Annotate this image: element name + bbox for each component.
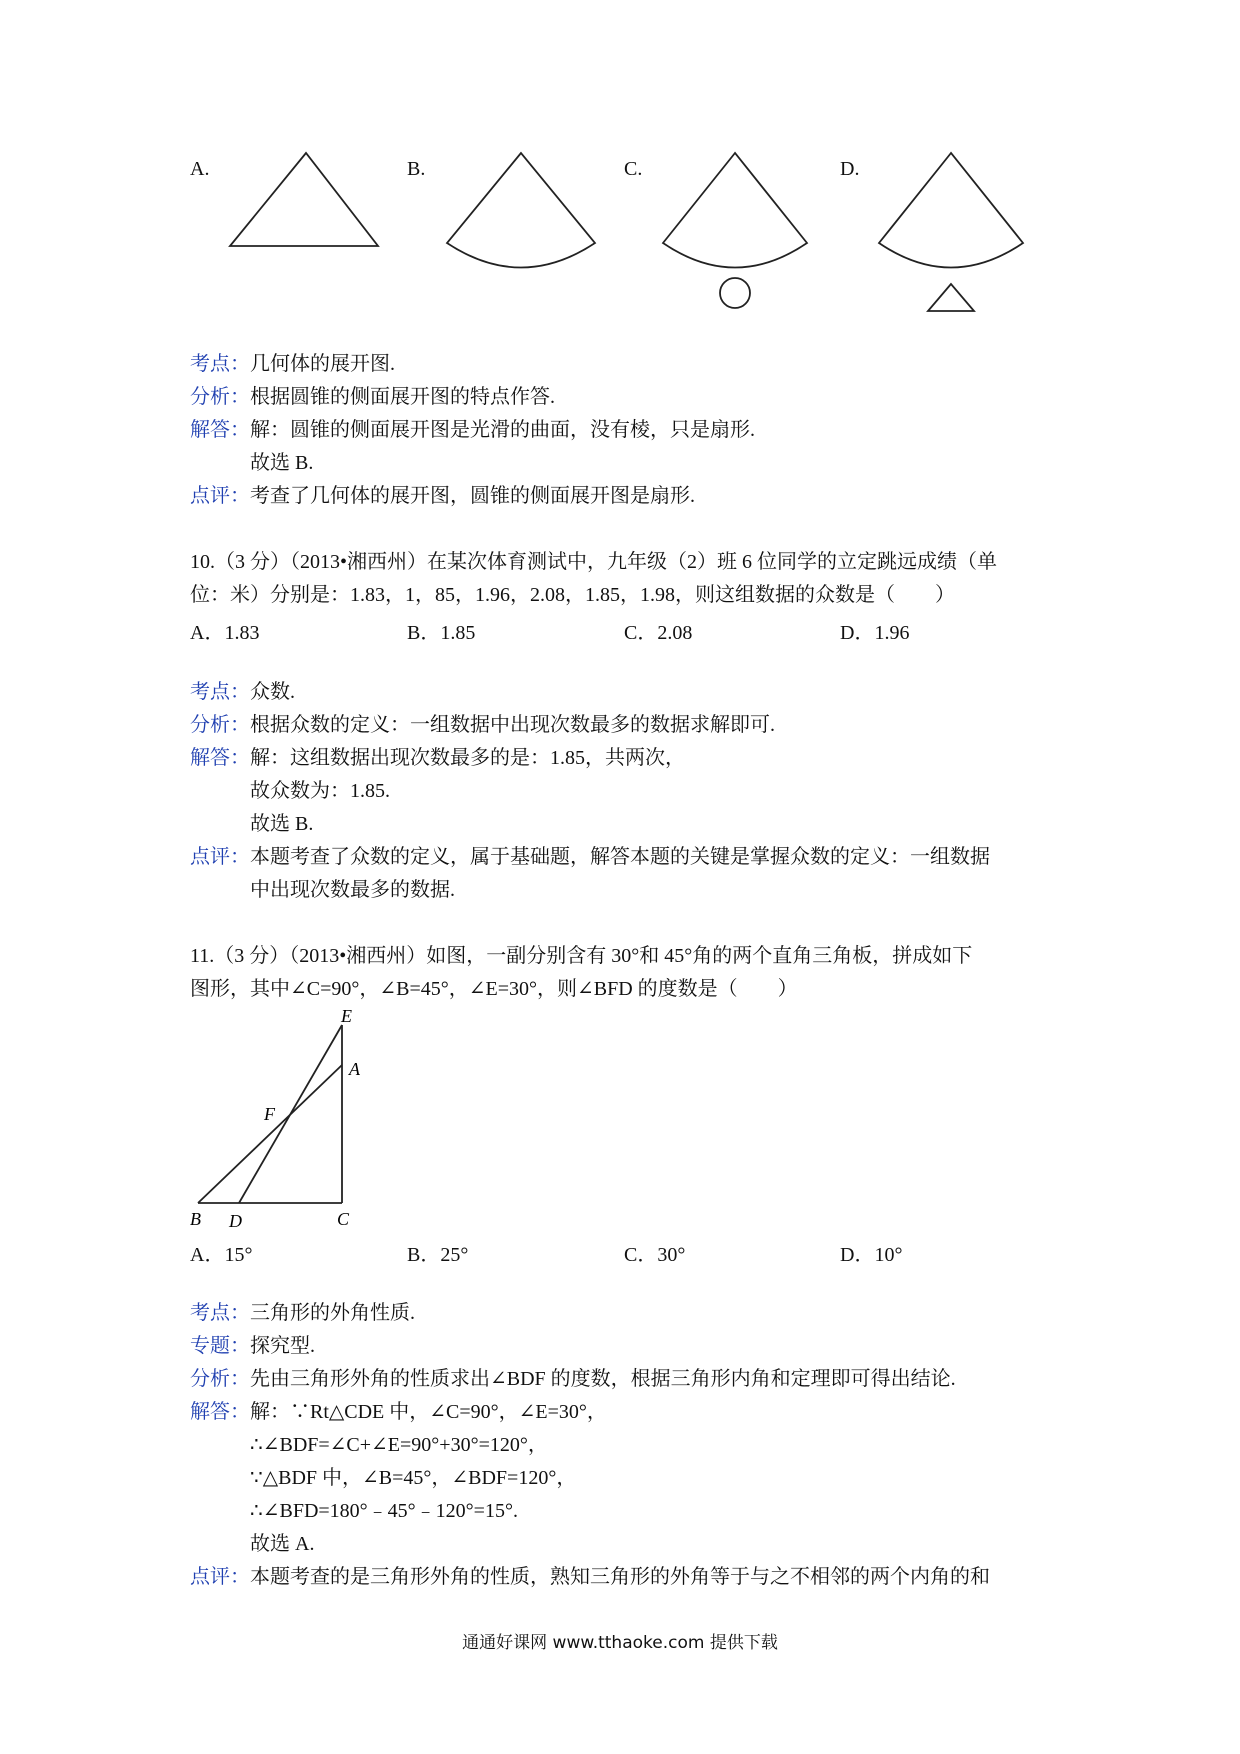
q11-jieda-line-5: 故选 A. — [250, 1533, 315, 1555]
q11-zhuanti: 专题：探究型. — [190, 1335, 315, 1357]
q10-kaodian-text: 众数. — [250, 681, 295, 703]
q11-fenxi-text: 先由三角形外角的性质求出∠BDF 的度数，根据三角形内角和定理即可得出结论. — [250, 1368, 956, 1390]
q11-jieda-line-3: ∵△BDF 中，∠B=45°，∠BDF=120°， — [250, 1467, 577, 1489]
q10-stem-line-2: 位：米）分别是：1.83，1，85，1.96，2.08，1.85，1.98，则这组数据的众数是（ ） — [190, 584, 955, 606]
q9-fenxi-text: 根据圆锥的侧面展开图的特点作答. — [250, 386, 555, 408]
jieda-tag: 解答 — [190, 419, 230, 441]
q9-jieda: 解答：解：圆锥的侧面展开图是光滑的曲面，没有棱，只是扇形. — [190, 419, 755, 441]
q11-dianping-text: 本题考查的是三角形外角的性质，熟知三角形的外角等于与之不相邻的两个内角的和 — [250, 1566, 990, 1588]
q10-stem-line-1: 10.（3 分）（2013•湘西州）在某次体育测试中，九年级（2）班 6 位同学的立定跳远成绩（单 — [190, 551, 998, 573]
q11-dianping: 点评：本题考查的是三角形外角的性质，熟知三角形的外角等于与之不相邻的两个内角的和 — [190, 1566, 990, 1588]
fenxi-tag: 分析 — [190, 386, 230, 408]
q11-option-a: A．15° — [190, 1244, 253, 1266]
q10-option-c: C．2.08 — [624, 622, 693, 644]
q10-jieda-line-2: 故众数为：1.85. — [250, 780, 390, 802]
q9-dianping-text: 考查了几何体的展开图，圆锥的侧面展开图是扇形. — [250, 485, 695, 507]
q11-jieda-line-4: ∴∠BFD=180°﹣45°﹣120°=15°. — [250, 1500, 518, 1522]
q11-stem-line-1: 11.（3 分）（2013•湘西州）如图，一副分别含有 30°和 45°角的两个直角三角板，拼成如下 — [190, 945, 973, 967]
jieda-tag: 解答 — [190, 747, 230, 769]
q9-fenxi: 分析：根据圆锥的侧面展开图的特点作答. — [190, 386, 555, 408]
q11-jieda-line-1: 解：∵Rt△CDE 中，∠C=90°，∠E=30°， — [250, 1401, 607, 1423]
q10-kaodian: 考点：众数. — [190, 681, 295, 703]
q11-option-c: C．30° — [624, 1244, 686, 1266]
q10-option-a: A．1.83 — [190, 622, 260, 644]
q11-zhuanti-text: 探究型. — [250, 1335, 315, 1357]
q10-jieda-line-1: 解：这组数据出现次数最多的是：1.85，共两次， — [250, 747, 685, 769]
kaodian-tag: 考点 — [190, 1302, 230, 1324]
q10-jieda-line-3: 故选 B. — [250, 813, 314, 835]
dianping-tag: 点评 — [190, 485, 230, 507]
q10-dianping-line-2: 中出现次数最多的数据. — [250, 879, 455, 901]
fenxi-tag: 分析 — [190, 714, 230, 736]
dianping-tag: 点评 — [190, 846, 230, 868]
kaodian-tag: 考点 — [190, 681, 230, 703]
q11-jieda: 解答：解：∵Rt△CDE 中，∠C=90°，∠E=30°， — [190, 1401, 607, 1423]
q9-option-b-label: B. — [407, 158, 426, 180]
dianping-tag: 点评 — [190, 1566, 230, 1588]
q9-option-d-label: D. — [840, 158, 860, 180]
q11-option-b: B．25° — [407, 1244, 469, 1266]
zhuanti-tag: 专题 — [190, 1335, 230, 1357]
q10-option-d: D．1.96 — [840, 622, 910, 644]
q9-jieda-line-1: 解：圆锥的侧面展开图是光滑的曲面，没有棱，只是扇形. — [250, 419, 755, 441]
q11-kaodian-text: 三角形的外角性质. — [250, 1302, 415, 1324]
q11-stem-line-2: 图形，其中∠C=90°，∠B=45°，∠E=30°，则∠BFD 的度数是（ ） — [190, 978, 798, 1000]
kaodian-tag: 考点 — [190, 353, 230, 375]
q9-kaodian-text: 几何体的展开图. — [250, 353, 395, 375]
q10-dianping: 点评：本题考查了众数的定义，属于基础题，解答本题的关键是掌握众数的定义：一组数据 — [190, 846, 990, 868]
q11-label-f: F — [264, 1104, 275, 1124]
q11-jieda-line-2: ∴∠BDF=∠C+∠E=90°+30°=120°， — [250, 1434, 548, 1456]
q11-fenxi: 分析：先由三角形外角的性质求出∠BDF 的度数，根据三角形内角和定理即可得出结论. — [190, 1368, 956, 1390]
jieda-tag: 解答 — [190, 1401, 230, 1423]
q10-option-b: B．1.85 — [407, 622, 476, 644]
q11-label-a: A — [349, 1059, 360, 1079]
q11-label-c: C — [337, 1209, 350, 1229]
q11-option-d: D．10° — [840, 1244, 903, 1266]
q10-jieda: 解答：解：这组数据出现次数最多的是：1.85，共两次， — [190, 747, 685, 769]
q11-label-d: D — [229, 1211, 242, 1231]
q10-fenxi: 分析：根据众数的定义：一组数据中出现次数最多的数据求解即可. — [190, 714, 775, 736]
q9-option-a-label: A. — [190, 158, 210, 180]
q9-kaodian: 考点：几何体的展开图. — [190, 353, 395, 375]
q9-jieda-line-2: 故选 B. — [250, 452, 314, 474]
q11-label-e: E — [341, 1006, 352, 1026]
fenxi-tag: 分析 — [190, 1368, 230, 1390]
q10-fenxi-text: 根据众数的定义：一组数据中出现次数最多的数据求解即可. — [250, 714, 775, 736]
page-footer: 通通好课网 www.tthaoke.com 提供下载 — [462, 1633, 778, 1653]
q9-option-c-label: C. — [624, 158, 643, 180]
q10-dianping-line-1: 本题考查了众数的定义，属于基础题，解答本题的关键是掌握众数的定义：一组数据 — [250, 846, 990, 868]
q11-figure-line-ba — [198, 1065, 342, 1203]
q9-dianping: 点评：考查了几何体的展开图，圆锥的侧面展开图是扇形. — [190, 485, 695, 507]
q11-kaodian: 考点：三角形的外角性质. — [190, 1302, 415, 1324]
q11-label-b: B — [190, 1209, 201, 1229]
